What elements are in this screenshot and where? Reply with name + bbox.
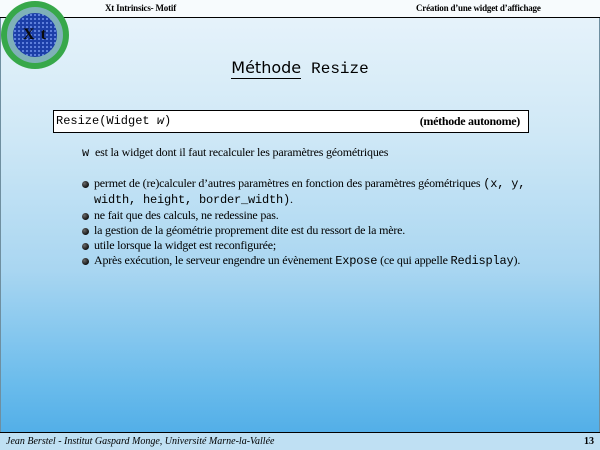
signature-code-param: w xyxy=(156,114,165,128)
param-description xyxy=(82,145,388,160)
bullet-5-code-redisplay: Redisplay xyxy=(450,254,514,268)
logo-core xyxy=(13,13,57,57)
bullet-icon xyxy=(82,258,89,265)
bullet-4-text: utile lorsque la widget est reconfigurée; xyxy=(94,238,277,252)
param-text: est la widget dont il faut recalculer les paramètres géométriques xyxy=(95,145,389,159)
signature-note: (méthode autonome) xyxy=(419,114,520,128)
bullet-1-code: (x, y, width, height, border_width) xyxy=(94,177,526,207)
logo-ring xyxy=(7,7,63,63)
bullet-list xyxy=(78,176,528,269)
bullet-item xyxy=(78,208,528,223)
bullet-5-end: ). xyxy=(513,253,521,267)
bullet-item xyxy=(78,253,528,269)
bullet-1-text: permet de (re)calculer d’autres paramètres en fonction des paramètres géométriques xyxy=(94,176,481,190)
page-number: 13 xyxy=(584,436,594,447)
header-course-title: Xt Intrinsics- Motif xyxy=(105,3,176,13)
bullet-item xyxy=(78,223,528,238)
bullet-5-code-expose: Expose xyxy=(335,254,378,268)
title-method-label: Méthode xyxy=(231,58,302,77)
footer-author: Jean Berstel - Institut Gaspard Monge, Université Marne-la-Vallée xyxy=(6,436,275,447)
bullet-icon xyxy=(82,243,89,250)
title-method-name: Resize xyxy=(311,60,369,78)
signature-code-suffix: ) xyxy=(164,114,172,128)
bullet-icon xyxy=(82,181,89,188)
logo-text: X t xyxy=(23,26,47,43)
header-chapter-title: Création d’une widget d’affichage xyxy=(416,3,541,13)
signature-box xyxy=(53,110,529,133)
slide-title xyxy=(0,58,600,78)
bullet-5-mid: (ce qui appelle xyxy=(380,253,448,267)
bullet-1-end: . xyxy=(290,192,293,206)
bullet-item xyxy=(78,176,528,208)
bullet-5-text: Après exécution, le serveur engendre un évènement xyxy=(94,253,333,267)
bullet-2-text: ne fait que des calculs, ne redessine pas. xyxy=(94,208,279,222)
bullet-icon xyxy=(82,213,89,220)
bullet-icon xyxy=(82,228,89,235)
footer-bar xyxy=(0,432,600,450)
param-name: w xyxy=(82,146,90,160)
signature-code xyxy=(56,114,171,128)
bullet-item xyxy=(78,238,528,253)
header-bar xyxy=(0,0,600,18)
bullet-3-text: la gestion de la géométrie proprement dite est du ressort de la mère. xyxy=(94,223,406,237)
signature-code-prefix: Resize(Widget xyxy=(56,114,157,128)
